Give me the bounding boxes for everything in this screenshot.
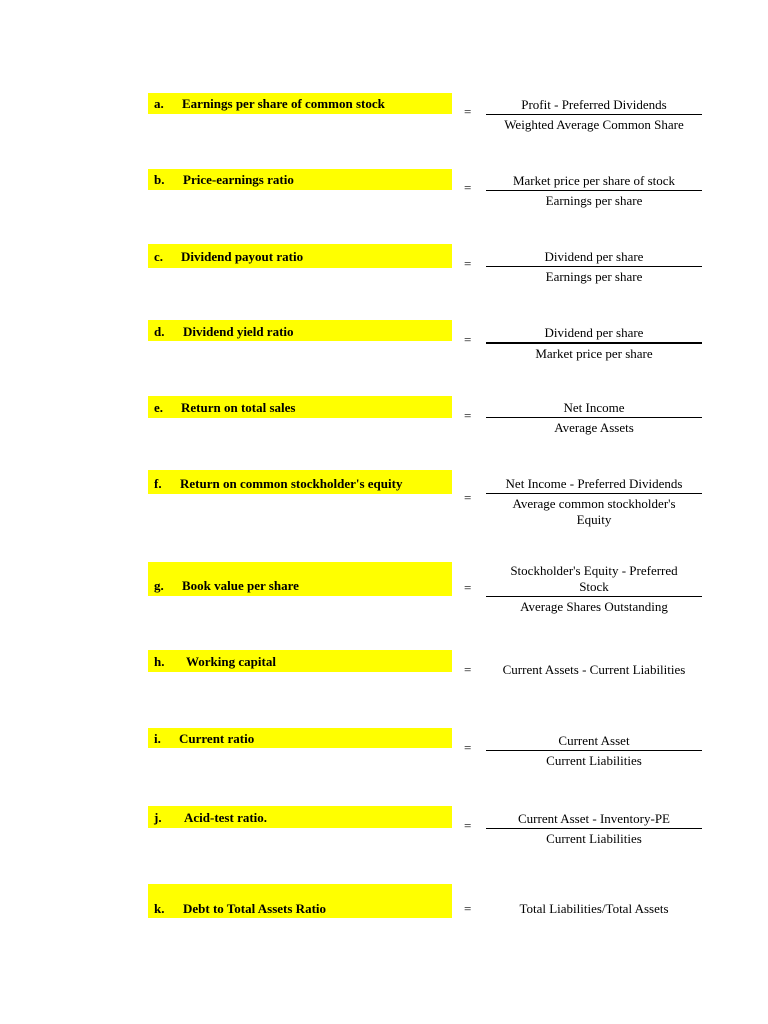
ratio-label-i [148, 728, 452, 748]
equals-sign: = [464, 901, 472, 916]
equals-sign: = [464, 818, 472, 833]
formula-denominator: Market price per share [535, 346, 653, 361]
ratio-letter: d. [154, 324, 165, 339]
ratio-letter: k. [154, 901, 165, 916]
ratio-name: Price-earnings ratio [183, 172, 294, 187]
ratio-name: Return on total sales [181, 400, 296, 415]
formula-denominator: Current Liabilities [546, 753, 642, 768]
ratio-letter: b. [154, 172, 165, 187]
ratio-formula-b [486, 173, 702, 209]
ratio-label-g [148, 562, 452, 596]
ratio-formula-j [486, 811, 702, 847]
equals-sign: = [464, 580, 472, 595]
ratio-name: Book value per share [182, 578, 299, 593]
ratio-formula-f [486, 476, 702, 528]
ratio-name: Debt to Total Assets Ratio [183, 901, 327, 916]
formula-numerator: Current Asset - Inventory-PE [517, 811, 670, 826]
formula-denominator: Earnings per share [545, 269, 643, 284]
ratio-formula-g [486, 563, 702, 615]
formula-denominator: Weighted Average Common Share [504, 117, 684, 132]
fraction-bar [486, 750, 702, 751]
ratio-letter: g. [154, 578, 164, 593]
ratio-label-e [148, 396, 452, 418]
formula-denominator: Earnings per share [545, 193, 643, 208]
ratio-name: Dividend payout ratio [181, 249, 304, 264]
fraction-bar [486, 417, 702, 418]
ratio-formula-c [486, 249, 702, 285]
formula-numerator: Profit - Preferred Dividends [521, 97, 667, 112]
fraction-bar [486, 342, 702, 344]
formula-numerator: Market price per share of stock [512, 173, 676, 188]
ratio-letter: c. [154, 249, 164, 264]
fraction-bar [486, 190, 702, 191]
ratio-formula-k: Total Liabilities/Total Assets [519, 901, 669, 916]
ratio-name: Working capital [186, 654, 276, 669]
equals-sign: = [464, 332, 472, 347]
formula-denominator: Average common stockholder's Equity [512, 496, 676, 527]
formula-denominator: Current Liabilities [546, 831, 642, 846]
ratio-label-b [148, 169, 452, 190]
fraction-bar [486, 493, 702, 494]
ratio-letter: a. [154, 96, 164, 111]
ratio-label-d [148, 320, 452, 341]
ratio-formula-a [486, 97, 702, 133]
ratio-letter: j. [154, 810, 162, 825]
ratio-formula-i [486, 733, 702, 769]
fraction-bar [486, 114, 702, 115]
ratio-name: Current ratio [179, 731, 255, 746]
equals-sign: = [464, 408, 472, 423]
ratio-label-c [148, 244, 452, 268]
equals-sign: = [464, 104, 472, 119]
ratio-letter: e. [154, 400, 164, 415]
ratio-label-a [148, 93, 452, 114]
formula-numerator: Net Income - Preferred Dividends [505, 476, 683, 491]
ratio-label-f [148, 470, 452, 494]
ratio-formula-h: Current Assets - Current Liabilities [502, 662, 686, 677]
fraction-bar [486, 596, 702, 597]
ratio-name: Return on common stockholder's equity [180, 476, 403, 491]
ratio-letter: h. [154, 654, 165, 669]
ratio-name: Acid-test ratio. [184, 810, 268, 825]
ratio-name: Earnings per share of common stock [182, 96, 385, 111]
formula-numerator: Stockholder's Equity - Preferred Stock [510, 563, 678, 594]
formula-denominator: Average Assets [554, 420, 634, 435]
equals-sign: = [464, 490, 472, 505]
equals-sign: = [464, 180, 472, 195]
equals-sign: = [464, 740, 472, 755]
ratio-name: Dividend yield ratio [183, 324, 294, 339]
formula-numerator: Dividend per share [544, 249, 644, 264]
fraction-bar [486, 828, 702, 829]
ratio-formula-d [486, 325, 702, 362]
formula-numerator: Current Asset [558, 733, 630, 748]
formula-denominator: Average Shares Outstanding [520, 599, 668, 614]
formula-numerator: Net Income [563, 400, 625, 415]
ratio-label-h [148, 650, 452, 672]
ratio-letter: f. [154, 476, 162, 491]
ratio-label-k [148, 884, 452, 918]
ratio-letter: i. [154, 731, 161, 746]
ratio-formula-e [486, 400, 702, 436]
fraction-bar [486, 266, 702, 267]
formula-numerator: Dividend per share [544, 325, 644, 340]
equals-sign: = [464, 256, 472, 271]
ratio-label-j [148, 806, 452, 828]
equals-sign: = [464, 662, 472, 677]
